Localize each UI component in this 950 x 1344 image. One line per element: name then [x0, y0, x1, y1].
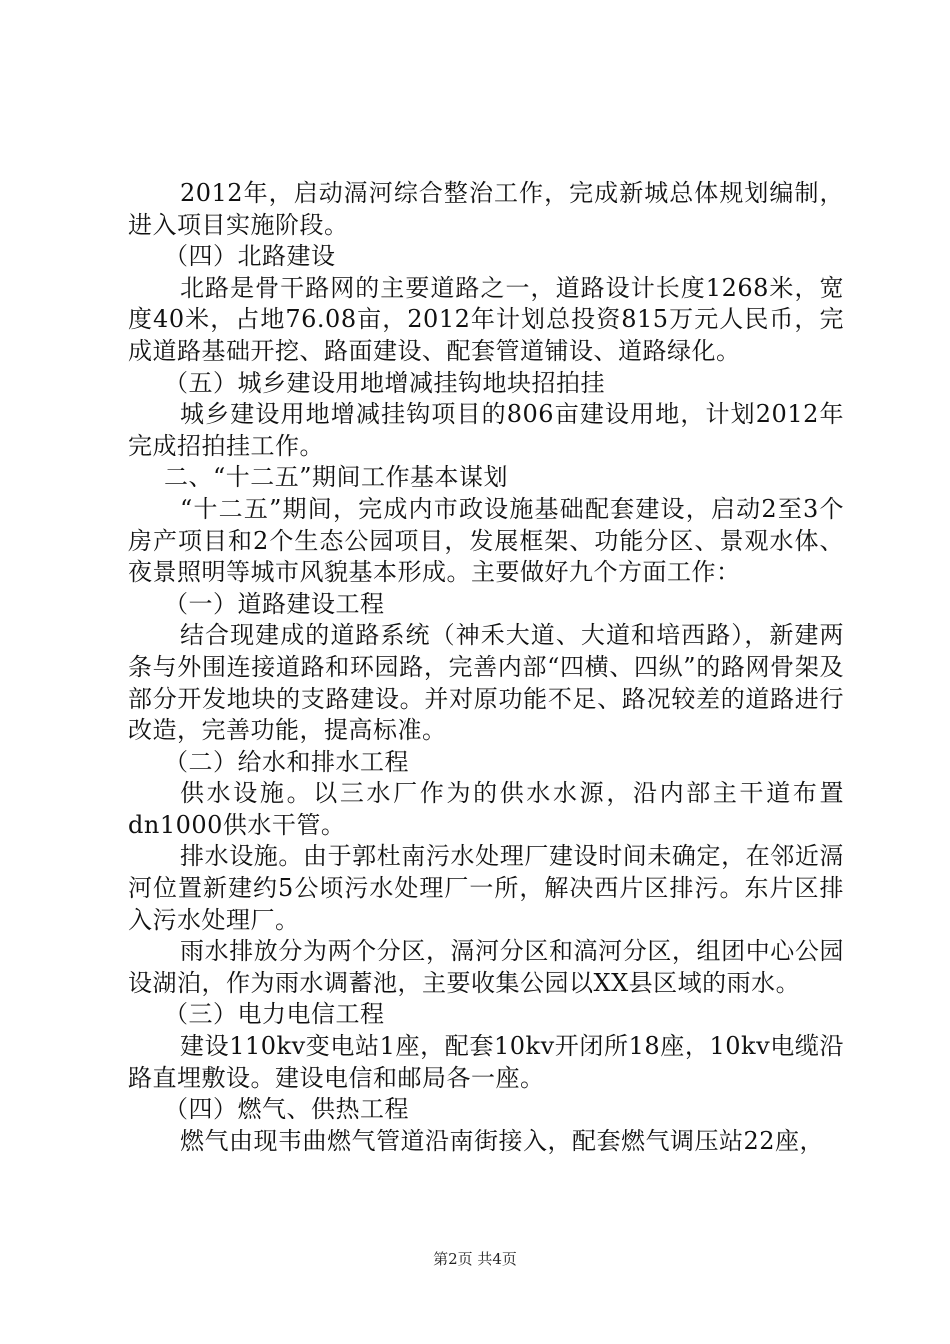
section-heading: （四）燃气、供热工程 — [164, 1095, 409, 1124]
section-heading: 二、“十二五”期间工作基本谋划 — [164, 463, 509, 492]
paragraph: 2012年，启动滆河综合整治工作，完成新城总体规划编制，进入项目实施阶段。 — [128, 179, 844, 239]
paragraph: 城乡建设用地增减挂钩项目的806亩建设用地，计划2012年完成招拍挂工作。 — [128, 400, 844, 460]
page-number-footer: 第2页 共4页 — [433, 1250, 517, 1268]
paragraph: 建设110kv变电站1座，配套10kv开闭所18座，10kv电缆沿路直埋敷设。建设电信和邮局各一座。 — [128, 1032, 844, 1092]
paragraph: 结合现建成的道路系统（神禾大道、大道和培西路），新建两条与外围连接道路和环园路，完善内部“四横、四纵”的路网骨架及部分开发地块的支路建设。并对原功能不足、路况较差的道路进行改造，完善功能，提高标准。 — [128, 621, 844, 745]
paragraph: “十二五”期间，完成内市政设施基础配套建设，启动2至3个房产项目和2个生态公园项目，发展框架、功能分区、景观水体、夜景照明等城市风貌基本形成。主要做好九个方面工作： — [128, 494, 844, 587]
paragraph: 燃气由现韦曲燃气管道沿南街接入，配套燃气调压站22座， — [180, 1126, 825, 1155]
paragraph: 北路是骨干路网的主要道路之一，道路设计长度1268米，宽度40米，占地76.08亩，2012年计划总投资815万元人民币，完成道路基础开挖、路面建设、配套管道铺设、道路绿化。 — [128, 273, 844, 365]
section-heading: （一）道路建设工程 — [164, 589, 385, 618]
section-heading: （二）给水和排水工程 — [164, 747, 409, 776]
document-body — [128, 178, 844, 1157]
paragraph: 排水设施。由于郭杜南污水处理厂建设时间未确定，在邻近滆河位置新建约5公顷污水处理厂一所，解决西片区排污。东片区排入污水处理厂。 — [128, 842, 844, 934]
paragraph: 供水设施。以三水厂作为的供水水源，沿内部主干道布置dn1000供水干管。 — [128, 779, 844, 839]
section-heading: （四）北路建设 — [164, 242, 336, 271]
paragraph: 雨水排放分为两个分区，滆河分区和滈河分区，组团中心公园设湖泊，作为雨水调蓄池，主要收集公园以XX县区域的雨水。 — [128, 937, 844, 997]
section-heading: （五）城乡建设用地增减挂钩地块招拍挂 — [164, 368, 605, 397]
section-heading: （三）电力电信工程 — [164, 1000, 385, 1029]
